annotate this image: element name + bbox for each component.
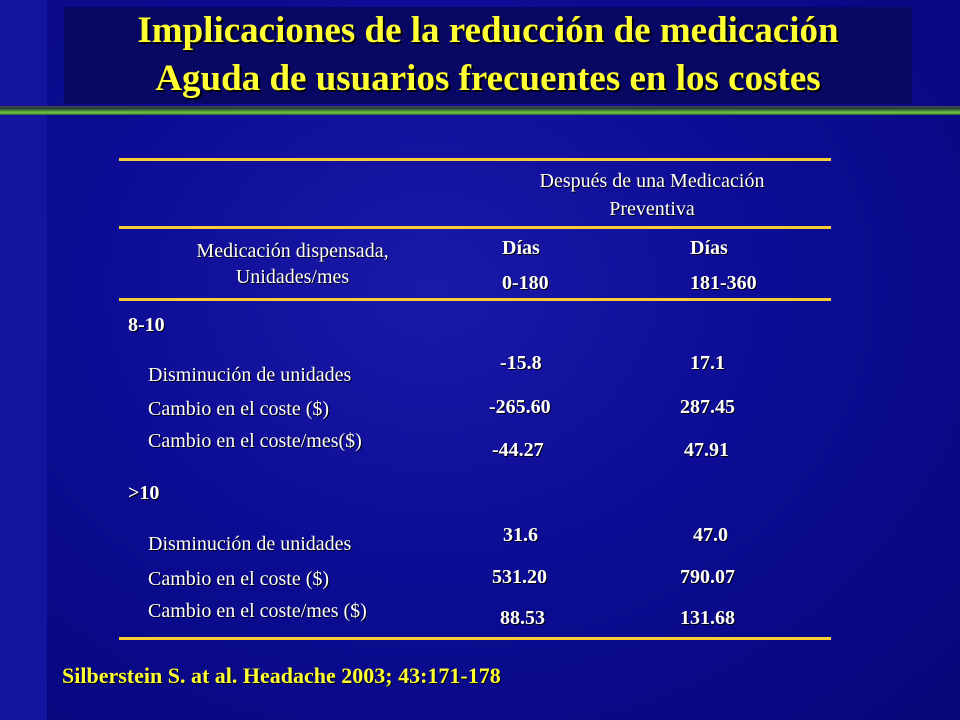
- slide-title-line-2: Aguda de usuarios frecuentes en los costes: [155, 58, 821, 99]
- value-cell: 17.1: [690, 352, 725, 374]
- value-cell: -265.60: [489, 396, 551, 418]
- row-label: Disminución de unidades: [148, 364, 352, 386]
- col2-label: Días: [690, 237, 728, 259]
- value-cell: 88.53: [500, 607, 545, 629]
- row-header-line-2: Unidades/mes: [235, 266, 350, 288]
- row-label: Cambio en el coste/mes ($): [148, 600, 367, 622]
- col2-range: 181-360: [690, 272, 757, 294]
- col1-label: Días: [502, 237, 540, 259]
- value-cell: -44.27: [492, 439, 544, 461]
- group-header-line-2: Preventiva: [609, 198, 695, 220]
- value-cell: 531.20: [492, 566, 547, 588]
- row-label: Cambio en el coste ($): [148, 398, 330, 420]
- value-cell: -15.8: [500, 352, 542, 374]
- row-label: Cambio en el coste ($): [148, 568, 330, 590]
- group-label-over-10: >10: [128, 482, 160, 504]
- table-header-rule: [119, 226, 831, 229]
- value-cell: 131.68: [680, 607, 735, 629]
- value-cell: 47.0: [693, 524, 728, 546]
- row-header-line-1: Medicación dispensada,: [196, 240, 389, 262]
- value-cell: 47.91: [684, 439, 729, 461]
- value-cell: 287.45: [680, 396, 735, 418]
- group-header-line-1: Después de una Medicación: [539, 170, 765, 192]
- group-label-8-10: 8-10: [128, 314, 165, 336]
- value-cell: 31.6: [503, 524, 538, 546]
- value-cell: 790.07: [680, 566, 735, 588]
- table-header-bottom-rule: [119, 298, 831, 301]
- slide-title-line-1: Implicaciones de la reducción de medicación: [137, 10, 839, 51]
- citation: Silberstein S. at al. Headache 2003; 43:171-178: [62, 663, 501, 688]
- title-divider: [0, 106, 960, 115]
- col1-range: 0-180: [502, 272, 549, 294]
- row-label: Cambio en el coste/mes($): [148, 430, 362, 452]
- table-bottom-rule: [119, 637, 831, 640]
- row-label: Disminución de unidades: [148, 533, 352, 555]
- table-top-rule: [119, 158, 831, 161]
